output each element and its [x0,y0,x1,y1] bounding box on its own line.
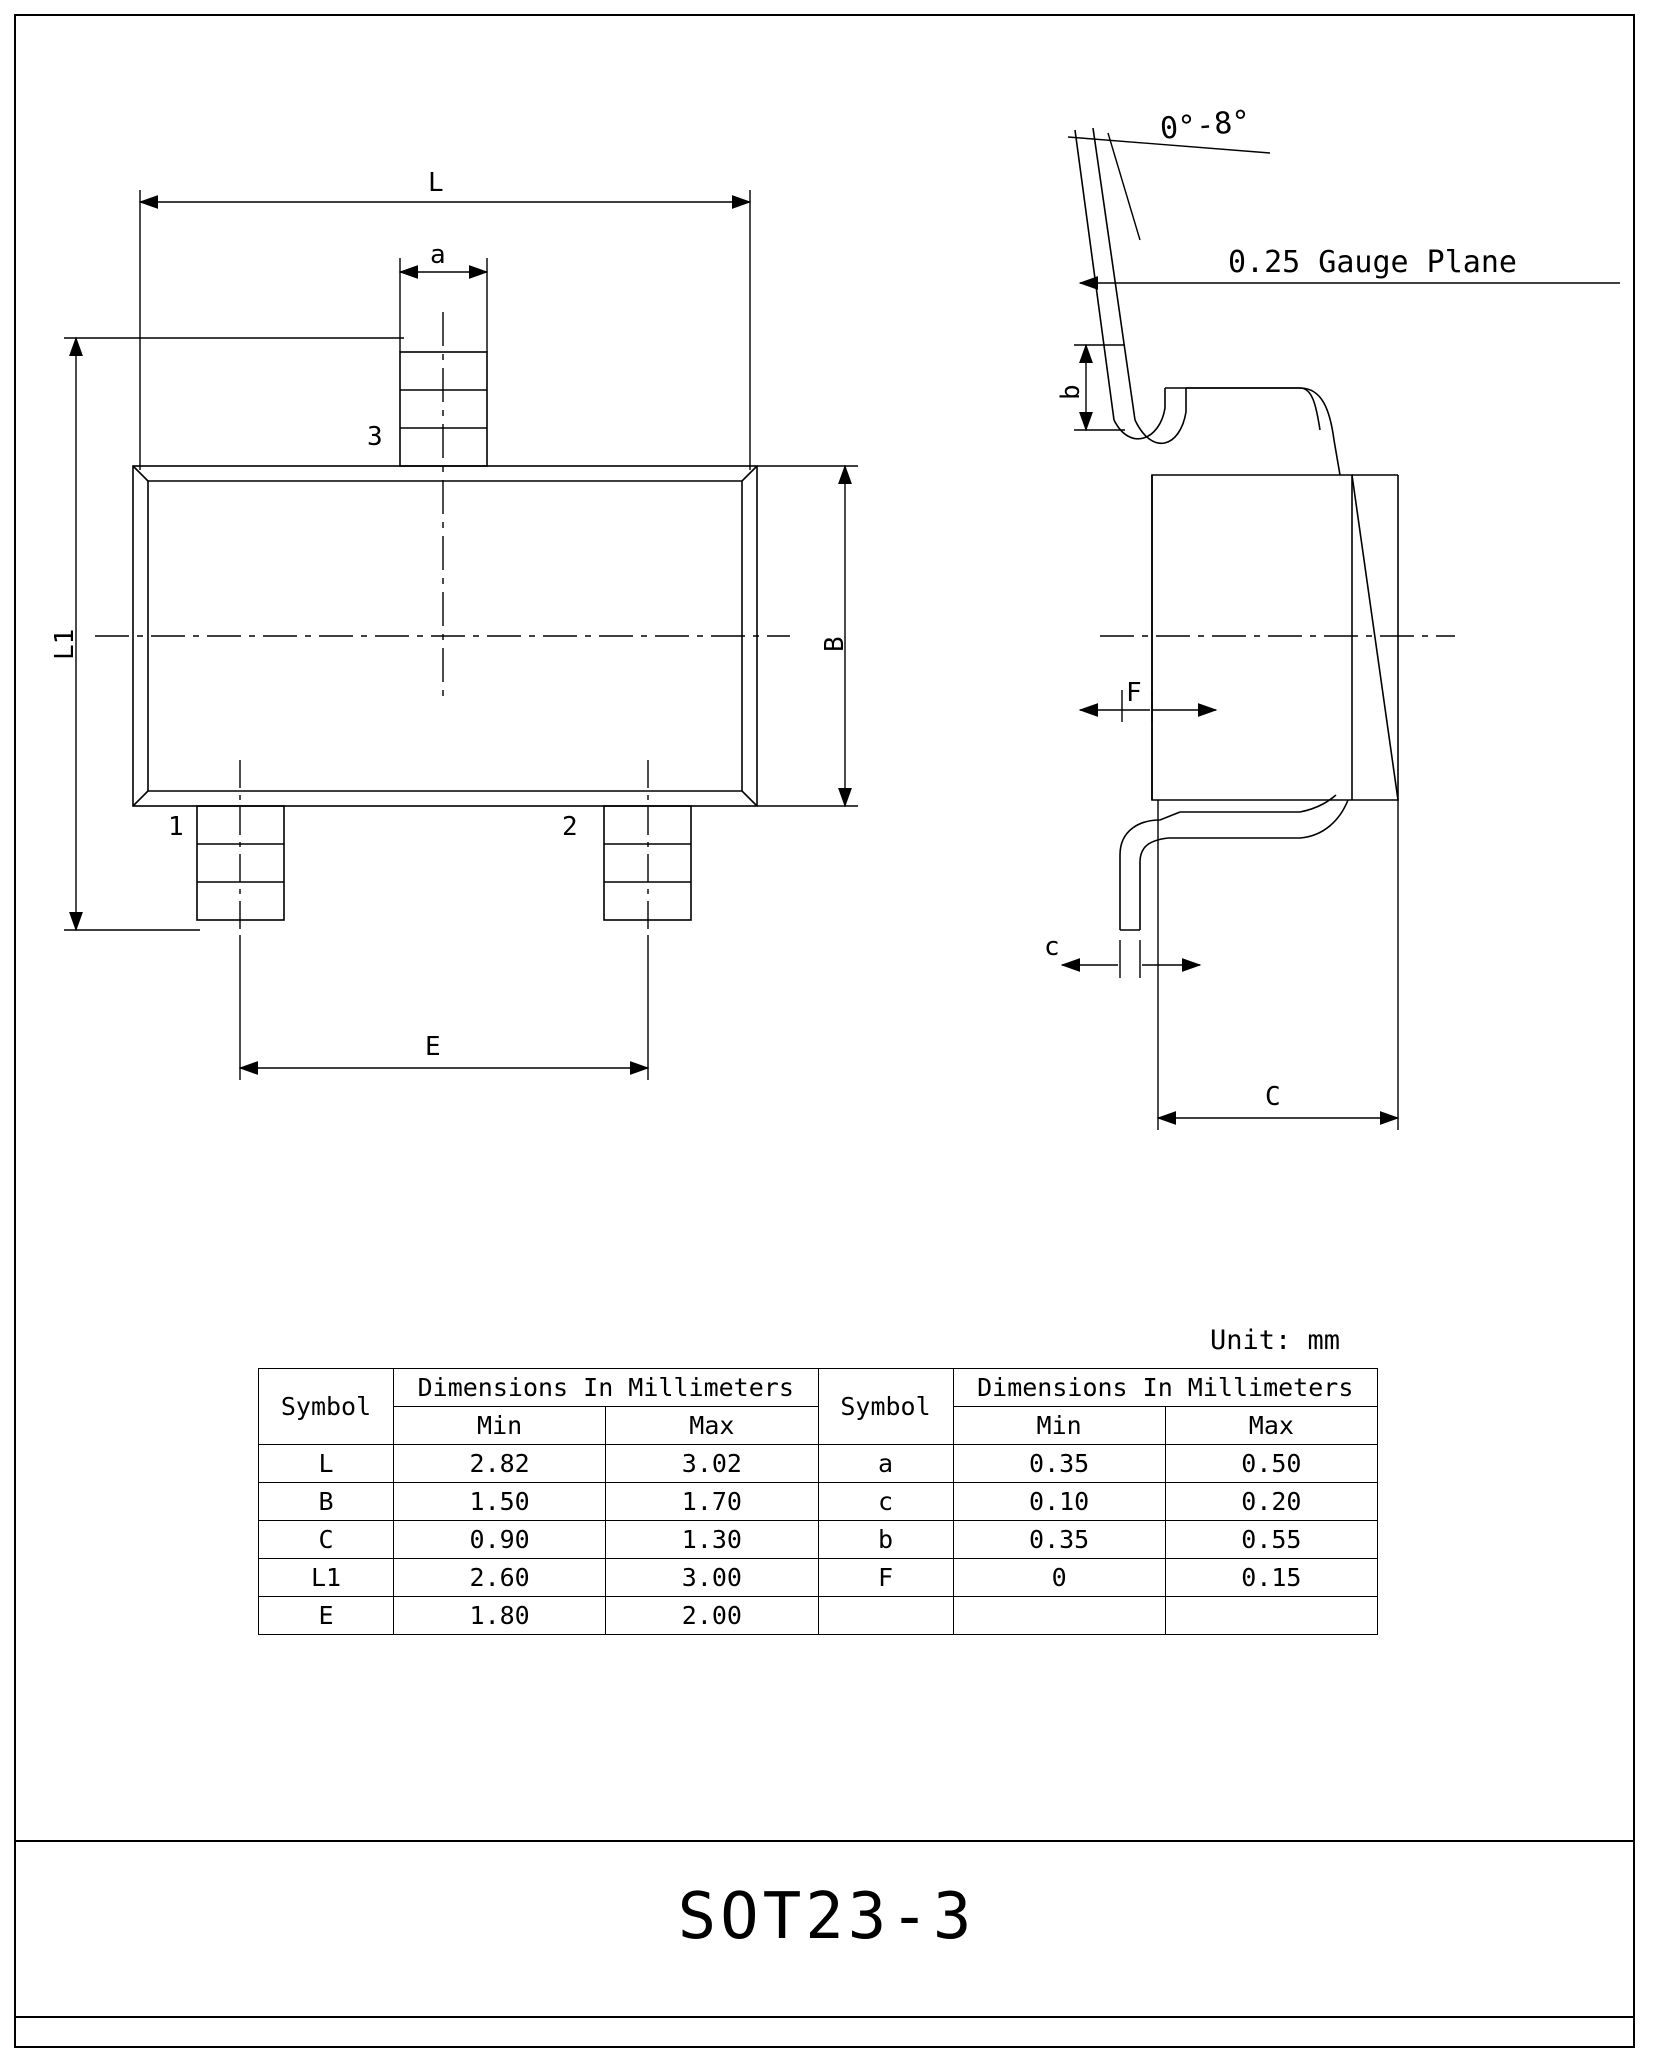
cell-min: 1.80 [394,1597,606,1635]
label-gauge-plane: 0.25 Gauge Plane [1228,245,1517,280]
label-E: E [425,1032,441,1062]
cell-symbol [818,1597,953,1635]
cell-min: 0 [953,1559,1165,1597]
cell-symbol: L1 [259,1559,394,1597]
label-L: L [428,168,444,198]
table-header-row-1 [259,1369,1378,1407]
cell-max: 1.70 [606,1483,818,1521]
table-row [259,1445,1378,1483]
cell-symbol: B [259,1483,394,1521]
table-row [259,1559,1378,1597]
cell-max [1165,1597,1377,1635]
cell-min: 2.60 [394,1559,606,1597]
cell-max: 3.00 [606,1559,818,1597]
cell-symbol: C [259,1521,394,1559]
label-L1: L1 [50,628,80,660]
cell-max: 0.50 [1165,1445,1377,1483]
header-dims-left: Dimensions In Millimeters [394,1369,819,1407]
unit-note: Unit: mm [1210,1325,1341,1356]
header-max-left: Max [606,1407,818,1445]
label-B: B [820,636,850,652]
label-F: F [1126,678,1142,708]
cell-symbol: L [259,1445,394,1483]
cell-max: 2.00 [606,1597,818,1635]
label-pin2: 2 [562,812,578,842]
label-pin3: 3 [367,422,383,452]
cell-min: 0.35 [953,1521,1165,1559]
cell-min: 1.50 [394,1483,606,1521]
bottom-divider [15,2016,1634,2018]
header-min-right: Min [953,1407,1165,1445]
cell-symbol: b [818,1521,953,1559]
cell-symbol: c [818,1483,953,1521]
package-title: SOT23-3 [677,1880,976,1954]
cell-symbol: a [818,1445,953,1483]
header-dims-right: Dimensions In Millimeters [953,1369,1378,1407]
table-row [259,1521,1378,1559]
cell-min: 0.35 [953,1445,1165,1483]
label-C: C [1265,1082,1281,1112]
cell-max: 0.15 [1165,1559,1377,1597]
cell-min: 0.90 [394,1521,606,1559]
header-symbol-right: Symbol [818,1369,953,1445]
drawing-border [14,14,1635,2048]
label-c: c [1044,932,1060,962]
label-a: a [430,240,446,270]
cell-max: 3.02 [606,1445,818,1483]
cell-min: 2.82 [394,1445,606,1483]
cell-symbol: F [818,1559,953,1597]
cell-symbol: E [259,1597,394,1635]
table-row [259,1597,1378,1635]
table-row [259,1483,1378,1521]
cell-min [953,1597,1165,1635]
title-block-divider [15,1840,1634,1842]
label-pin1: 1 [168,812,184,842]
cell-max: 0.55 [1165,1521,1377,1559]
header-max-right: Max [1165,1407,1377,1445]
header-symbol-left: Symbol [259,1369,394,1445]
header-min-left: Min [394,1407,606,1445]
cell-min: 0.10 [953,1483,1165,1521]
cell-max: 1.30 [606,1521,818,1559]
cell-max: 0.20 [1165,1483,1377,1521]
label-b: b [1056,384,1086,400]
label-angle: 0°-8° [1158,104,1252,147]
dimension-table [258,1368,1378,1635]
